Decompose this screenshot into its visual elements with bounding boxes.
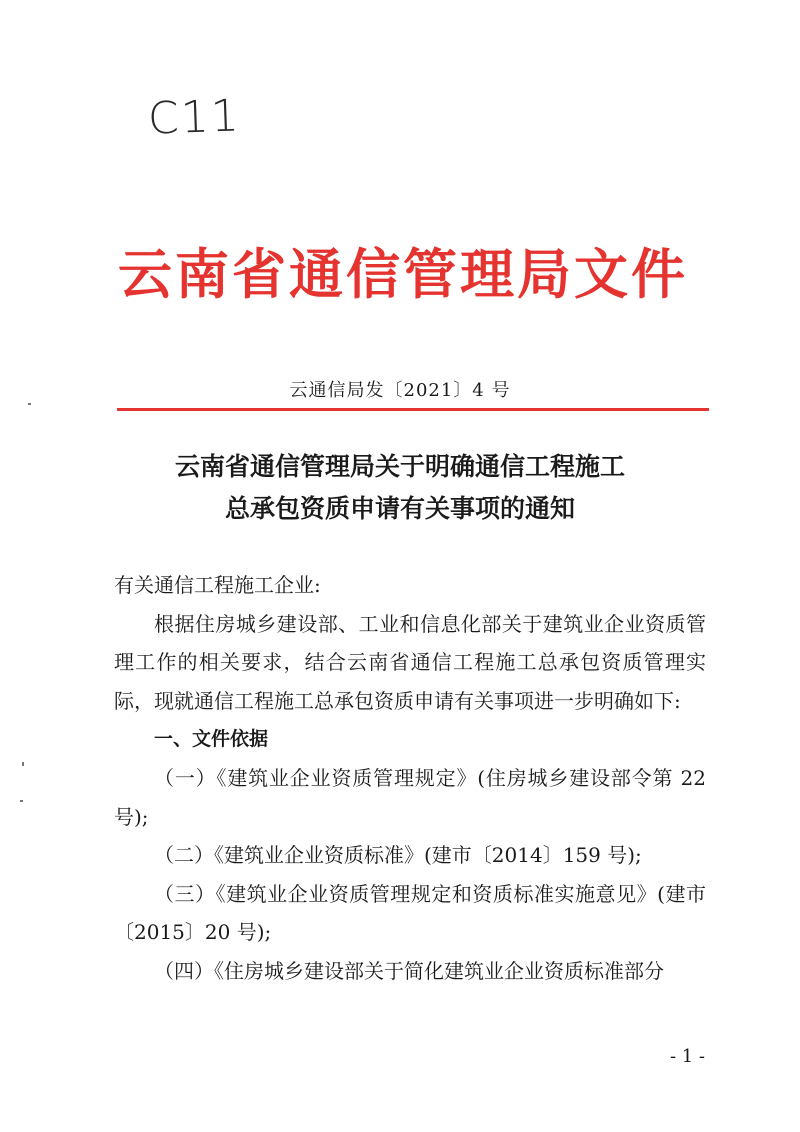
notice-title-line-1: 云南省通信管理局关于明确通信工程施工	[174, 452, 625, 481]
salutation: 有关通信工程施工企业:	[114, 573, 321, 597]
scan-speck	[28, 403, 31, 405]
list-item: （二）《建筑业企业资质标准》(建市〔2014〕159 号);	[154, 843, 642, 868]
scan-speck	[20, 800, 23, 802]
notice-title	[0, 446, 800, 530]
handwritten-note: C11	[147, 90, 242, 145]
page-number: - 1 -	[669, 1046, 705, 1067]
red-divider-line	[117, 408, 709, 411]
agency-header: 云南省通信管理局文件	[118, 243, 688, 306]
body-text	[114, 566, 706, 991]
document-number: 云通信局发〔2021〕4 号	[289, 380, 511, 401]
intro-paragraph: 根据住房城乡建设部、工业和信息化部关于建筑业企业资质管理工作的相关要求，结合云南省通信工程施工总承包资质管理实际，现就通信工程施工总承包资质申请有关事项进一步明确如下:	[114, 611, 706, 713]
list-item: （三）《建筑业企业资质管理规定和资质标准实施意见》(建市〔2015〕20 号);	[114, 881, 706, 945]
notice-title-line-2: 总承包资质申请有关事项的通知	[224, 494, 575, 523]
list-item: （一）《建筑业企业资质管理规定》(住房城乡建设部令第 22 号);	[114, 765, 706, 829]
scan-speck	[22, 762, 24, 766]
section-heading: 一、文件依据	[154, 728, 269, 751]
list-item: （四）《住房城乡建设部关于简化建筑业企业资质标准部分	[154, 958, 664, 983]
